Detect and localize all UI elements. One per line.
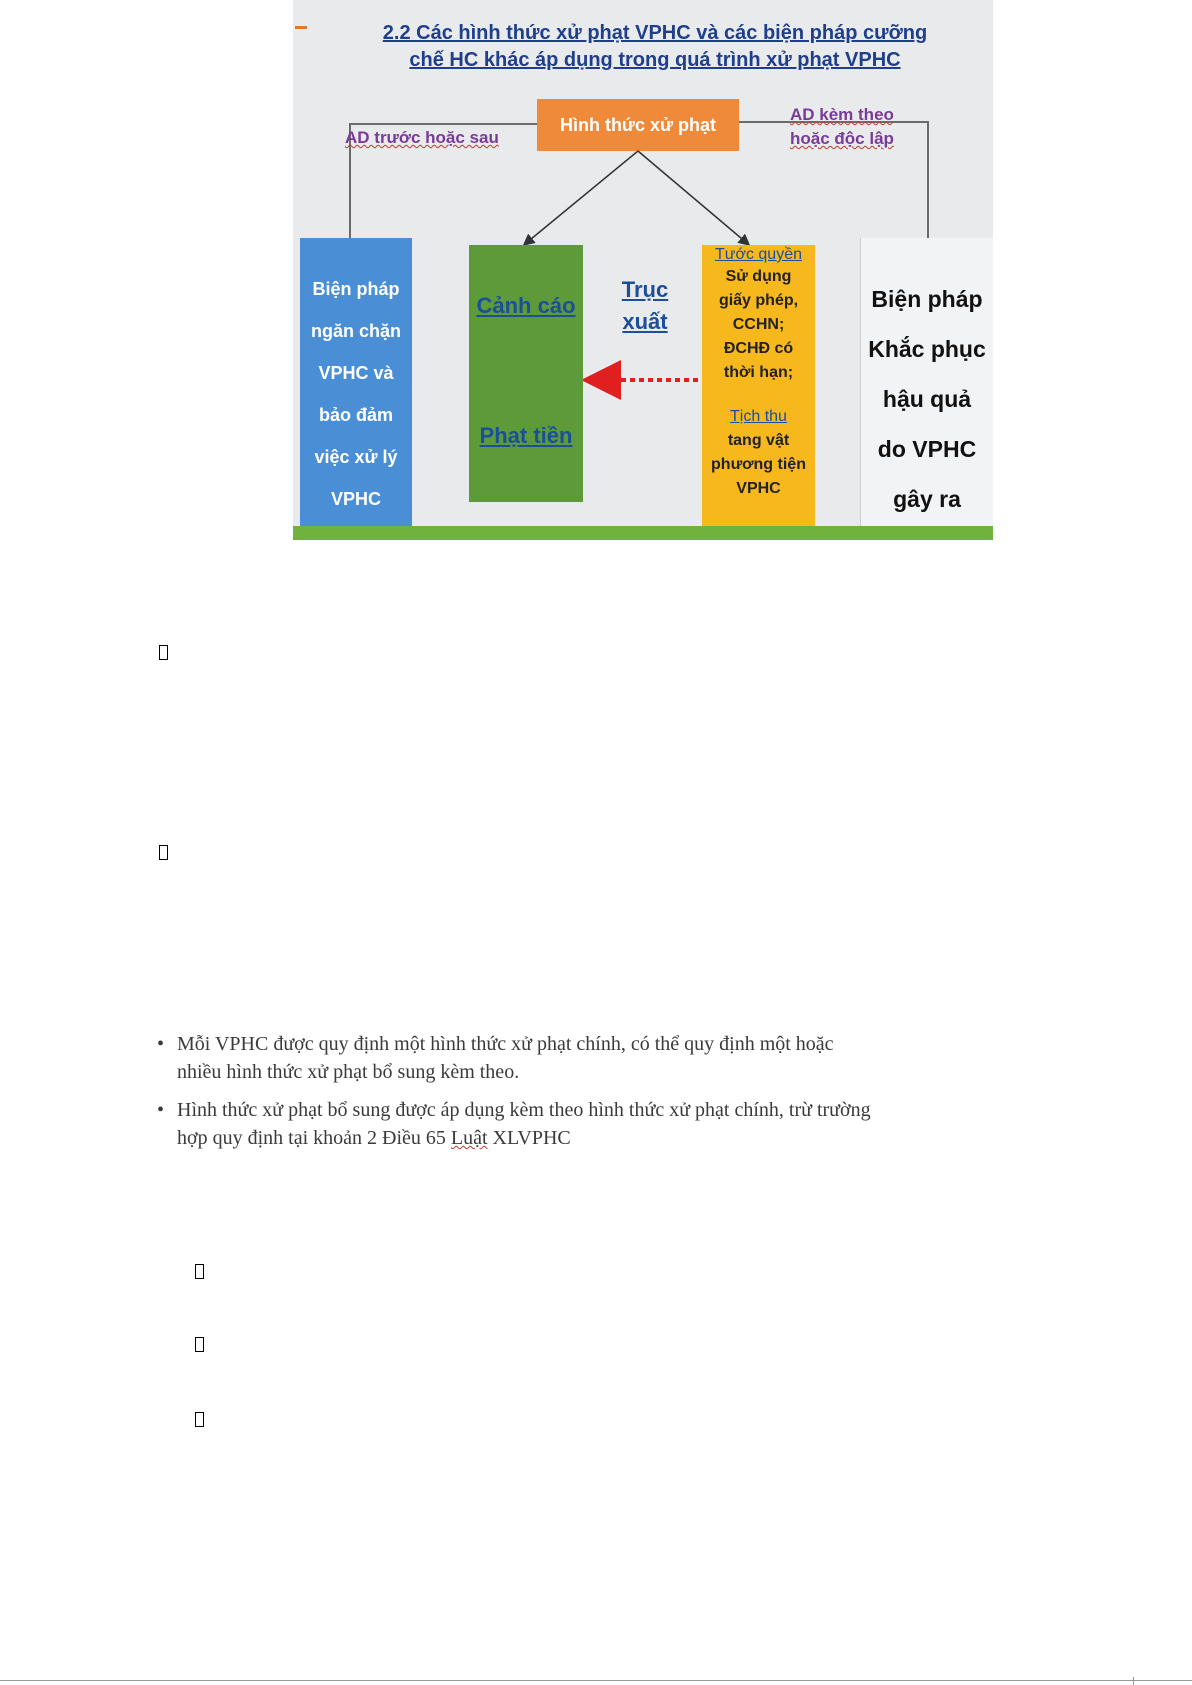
yellow-body-4: ĐCHĐ có bbox=[723, 340, 794, 357]
missing-glyph-icon bbox=[195, 1264, 204, 1279]
column-remedial-measures bbox=[860, 238, 993, 540]
yellow-body-7: phương tiện bbox=[711, 456, 806, 473]
bullet-item-2 bbox=[155, 1096, 875, 1152]
arrow-to-revocation bbox=[638, 151, 748, 244]
yellow-body-8: VPHC bbox=[736, 480, 781, 497]
bullet-item-2-luat: Luật bbox=[450, 1127, 488, 1149]
blue-line-6: VPHC bbox=[330, 489, 381, 509]
yellow-body-5: thời hạn; bbox=[723, 364, 794, 381]
bullet-dot: • bbox=[157, 1033, 165, 1055]
yellow-body-1: Sử dụng bbox=[725, 268, 792, 285]
label-before-after-text: AD trước hoặc sau bbox=[345, 128, 499, 147]
white-line-1: Biện pháp bbox=[871, 286, 983, 312]
yellow-body-2: giấy phép, bbox=[718, 292, 799, 309]
slide-title-line1: 2.2 Các hình thức xử phạt VPHC và các biện pháp cưỡng bbox=[382, 22, 928, 44]
yellow-body-3: CCHN; bbox=[732, 316, 785, 333]
slide-title-line2: chế HC khác áp dụng trong quá trình xử phạt VPHC bbox=[409, 49, 901, 71]
label-attached-line2: hoặc độc lập bbox=[790, 129, 894, 148]
bullet-item-1 bbox=[155, 1030, 875, 1086]
label-deportation bbox=[615, 274, 675, 338]
column-prevention-measures bbox=[300, 238, 412, 540]
column-additional-penalties bbox=[702, 245, 815, 540]
deportation-line1: Trục bbox=[621, 277, 669, 302]
missing-glyph-icon bbox=[195, 1412, 204, 1427]
yellow-head-2: Tịch thu bbox=[730, 408, 787, 425]
blue-line-1: Biện pháp bbox=[312, 279, 400, 299]
bullet-item-1-text: Mỗi VPHC được quy định một hình thức xử phạt chính, có thể quy định một hoặc nhiều hình thức xử phạt bổ sung kèm theo. bbox=[177, 1033, 834, 1083]
blue-line-3: VPHC và bbox=[318, 363, 394, 383]
page-bottom-tick bbox=[1133, 1677, 1134, 1685]
white-line-4: do VPHC bbox=[877, 436, 977, 462]
blue-line-2: ngăn chặn bbox=[310, 321, 401, 341]
label-fine: Phạt tiền bbox=[479, 423, 573, 448]
bullet-item-2-text: Hình thức xử phạt bổ sung được áp dụng kèm theo hình thức xử phạt chính, trừ trường hợp quy định tại khoản 2 Điều 65 bbox=[177, 1099, 871, 1149]
label-warning: Cảnh cáo bbox=[476, 293, 576, 318]
blue-line-5: việc xử lý bbox=[314, 447, 398, 467]
penalty-forms-box: Hình thức xử phạt bbox=[537, 99, 739, 151]
rules-bullet-list bbox=[155, 1030, 875, 1162]
label-attached-line1: AD kèm theo bbox=[790, 105, 894, 124]
column-main-penalties bbox=[469, 245, 583, 502]
blue-line-4: bảo đảm bbox=[318, 405, 393, 425]
arrow-to-warning bbox=[525, 151, 638, 244]
white-line-2: Khắc phục bbox=[868, 336, 986, 362]
slide-diagram bbox=[293, 0, 993, 540]
white-line-3: hậu quả bbox=[882, 386, 972, 412]
deportation-line2: xuất bbox=[622, 309, 668, 334]
white-line-5: gây ra bbox=[893, 486, 961, 512]
missing-glyph-icon bbox=[159, 845, 168, 860]
yellow-body-6: tang vật bbox=[727, 432, 790, 449]
page-bottom-rule bbox=[0, 1680, 1192, 1681]
missing-glyph-icon bbox=[159, 645, 168, 660]
slide-bottom-strip bbox=[293, 526, 993, 540]
bullet-item-2-tail: XLVPHC bbox=[487, 1127, 571, 1149]
missing-glyph-icon bbox=[195, 1337, 204, 1352]
bullet-dot: • bbox=[157, 1099, 165, 1121]
yellow-head-1: Tước quyền bbox=[714, 246, 802, 263]
